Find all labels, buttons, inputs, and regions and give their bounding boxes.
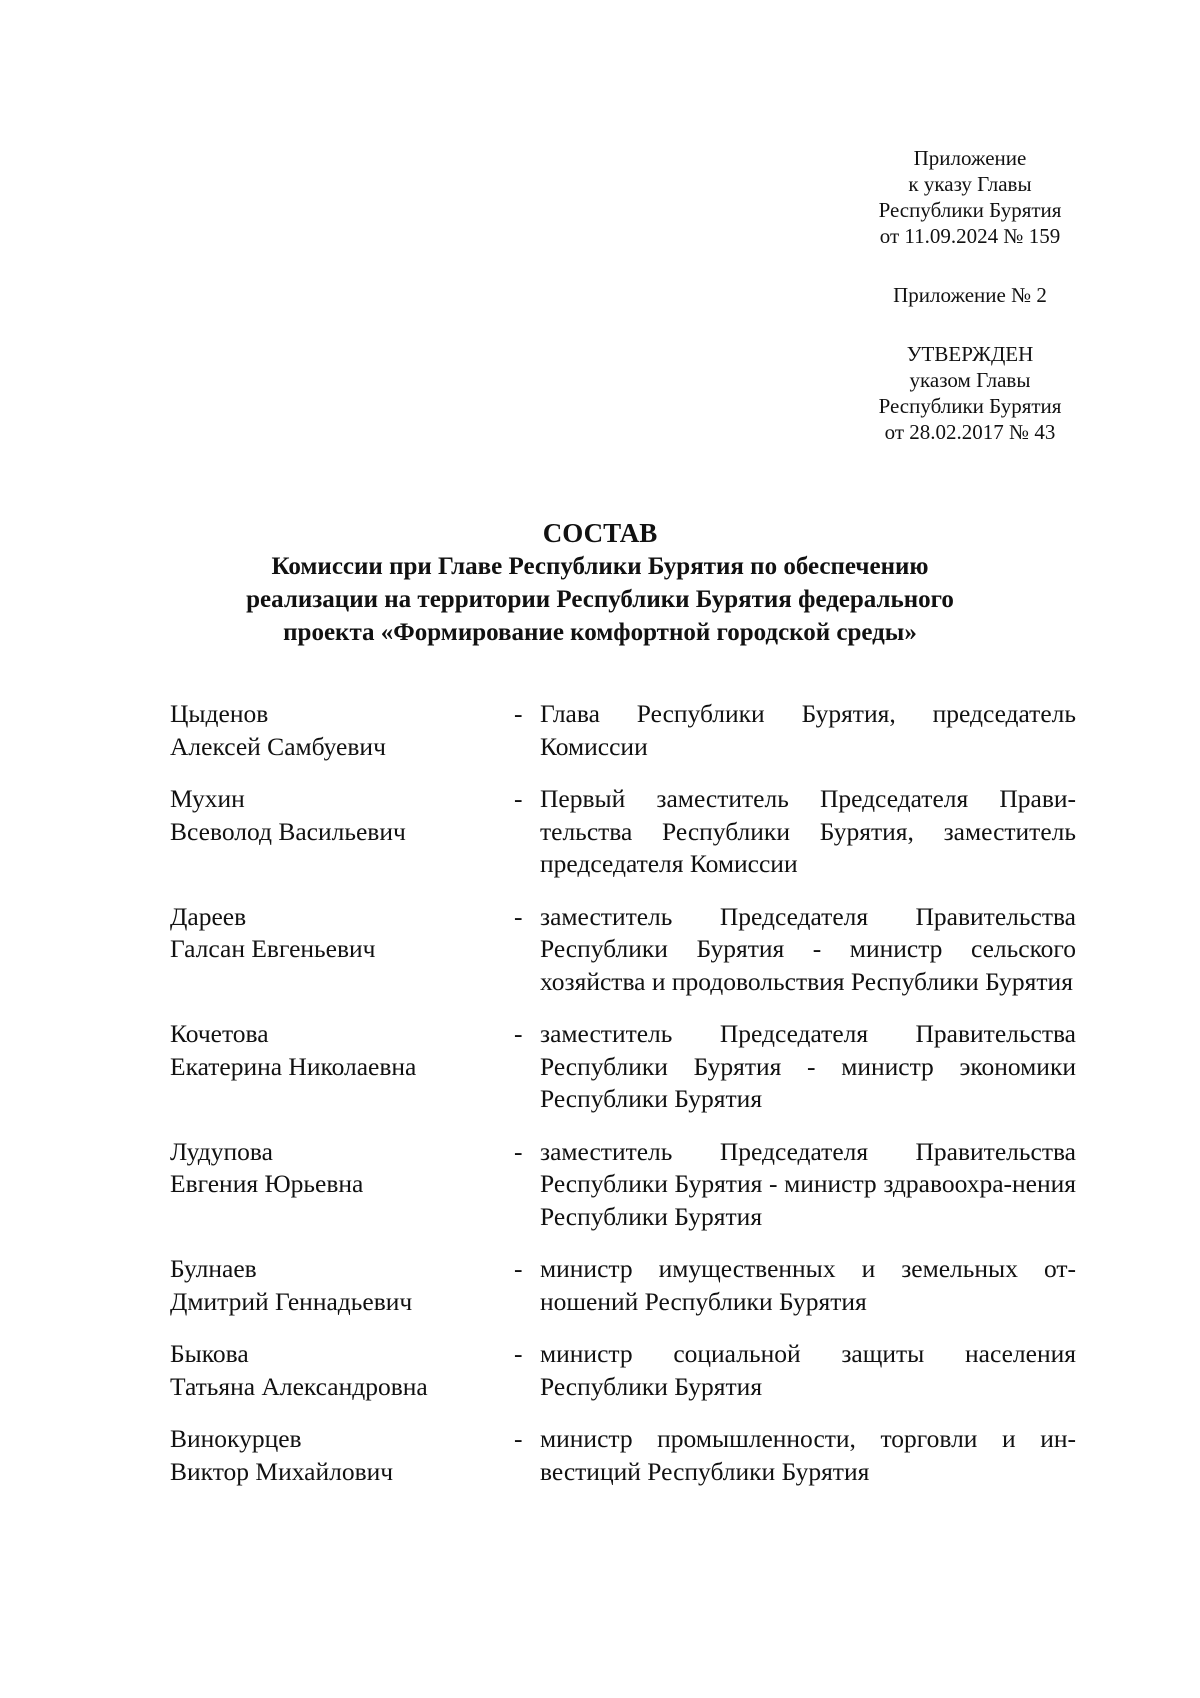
dash-separator: - xyxy=(514,901,523,931)
appendix-line: Республики Бурятия xyxy=(878,198,1062,222)
appendix-line: Приложение xyxy=(913,146,1027,170)
member-name xyxy=(170,1423,510,1488)
member-surname: Лудупова xyxy=(170,1136,273,1166)
appendix-line: от 11.09.2024 № 159 xyxy=(879,224,1061,248)
member-given-name: Галсан Евгеньевич xyxy=(170,934,376,963)
member-entry xyxy=(170,698,1076,763)
member-entry xyxy=(170,1018,1076,1116)
dash-separator: - xyxy=(514,784,523,813)
dash-separator: - xyxy=(514,1424,523,1453)
member-given-name: Екатерина Николаевна xyxy=(170,1051,417,1081)
member-entry xyxy=(170,901,1076,999)
member-surname: Дареев xyxy=(170,901,247,931)
member-role: заместитель Председателя Правительства Республики Бурятия - министр экономики Республики Бурятия xyxy=(540,1019,1076,1113)
member-entry xyxy=(170,1136,1076,1234)
member-given-name: Татьяна Александровна xyxy=(170,1371,428,1401)
member-given-name: Евгения Юрьевна xyxy=(170,1169,364,1198)
member-entry xyxy=(170,1423,1076,1488)
member-surname: Цыденов xyxy=(170,699,269,728)
member-given-name: Дмитрий Геннадьевич xyxy=(170,1286,413,1316)
members-list xyxy=(170,698,1076,1488)
dash-separator: - xyxy=(514,1339,523,1368)
member-name xyxy=(170,1253,510,1318)
member-entry xyxy=(170,1253,1076,1318)
document-title xyxy=(0,517,1200,649)
member-entry xyxy=(170,783,1076,881)
member-given-name: Алексей Самбуевич xyxy=(170,731,386,761)
member-surname: Булнаев xyxy=(170,1254,257,1283)
member-role: Первый заместитель Председателя Прави-тельства Республики Бурятия, заместитель председателя Комиссии xyxy=(540,784,1076,878)
member-surname: Мухин xyxy=(170,784,245,813)
member-role: министр промышленности, торговли и ин-вестиций Республики Бурятия xyxy=(540,1424,1076,1486)
title-line: Комиссии при Главе Республики Бурятия по обеспечению xyxy=(271,553,929,580)
appendix-number-line: Приложение № 2 xyxy=(893,283,1047,307)
member-name xyxy=(170,1338,510,1403)
title-line: реализации на территории Республики Бурятия федерального xyxy=(246,586,954,613)
member-surname: Быкова xyxy=(170,1339,249,1368)
member-role: заместитель Председателя Правительства Республики Бурятия - министр сельского хозяйства и продовольствия Республики Бурятия xyxy=(540,901,1076,996)
member-role: министр социальной защиты населения Республики Бурятия xyxy=(540,1339,1076,1401)
member-role: заместитель Председателя Правительства Республики Бурятия - министр здравоохра-нения Республики Бурятия xyxy=(540,1136,1076,1231)
appendix-line: к указу Главы xyxy=(908,172,1032,196)
approved-line: Республики Бурятия xyxy=(878,394,1062,418)
title-line: проекта «Формирование комфортной городской среды» xyxy=(283,619,917,646)
approved-line: указом Главы xyxy=(909,368,1031,392)
appendix-header xyxy=(800,145,1140,249)
member-name xyxy=(170,1136,510,1201)
approved-line: УТВЕРЖДЕН xyxy=(906,342,1034,366)
approved-header xyxy=(800,341,1140,445)
member-name xyxy=(170,698,510,763)
member-entry xyxy=(170,1338,1076,1403)
dash-separator: - xyxy=(514,1254,523,1283)
member-name xyxy=(170,1018,510,1083)
dash-separator: - xyxy=(514,699,523,728)
member-surname: Винокурцев xyxy=(170,1424,302,1453)
member-surname: Кочетова xyxy=(170,1019,269,1048)
member-name xyxy=(170,901,510,966)
approved-line: от 28.02.2017 № 43 xyxy=(884,420,1056,444)
member-role: министр имущественных и земельных от-ношений Республики Бурятия xyxy=(540,1254,1076,1316)
member-given-name: Всеволод Васильевич xyxy=(170,816,406,846)
member-given-name: Виктор Михайлович xyxy=(170,1456,394,1486)
dash-separator: - xyxy=(514,1019,523,1048)
title-main: СОСТАВ xyxy=(542,518,658,548)
member-name xyxy=(170,783,510,848)
dash-separator: - xyxy=(514,1136,523,1166)
appendix-number xyxy=(800,282,1140,308)
member-role: Глава Республики Бурятия, председатель Комиссии xyxy=(540,699,1076,761)
